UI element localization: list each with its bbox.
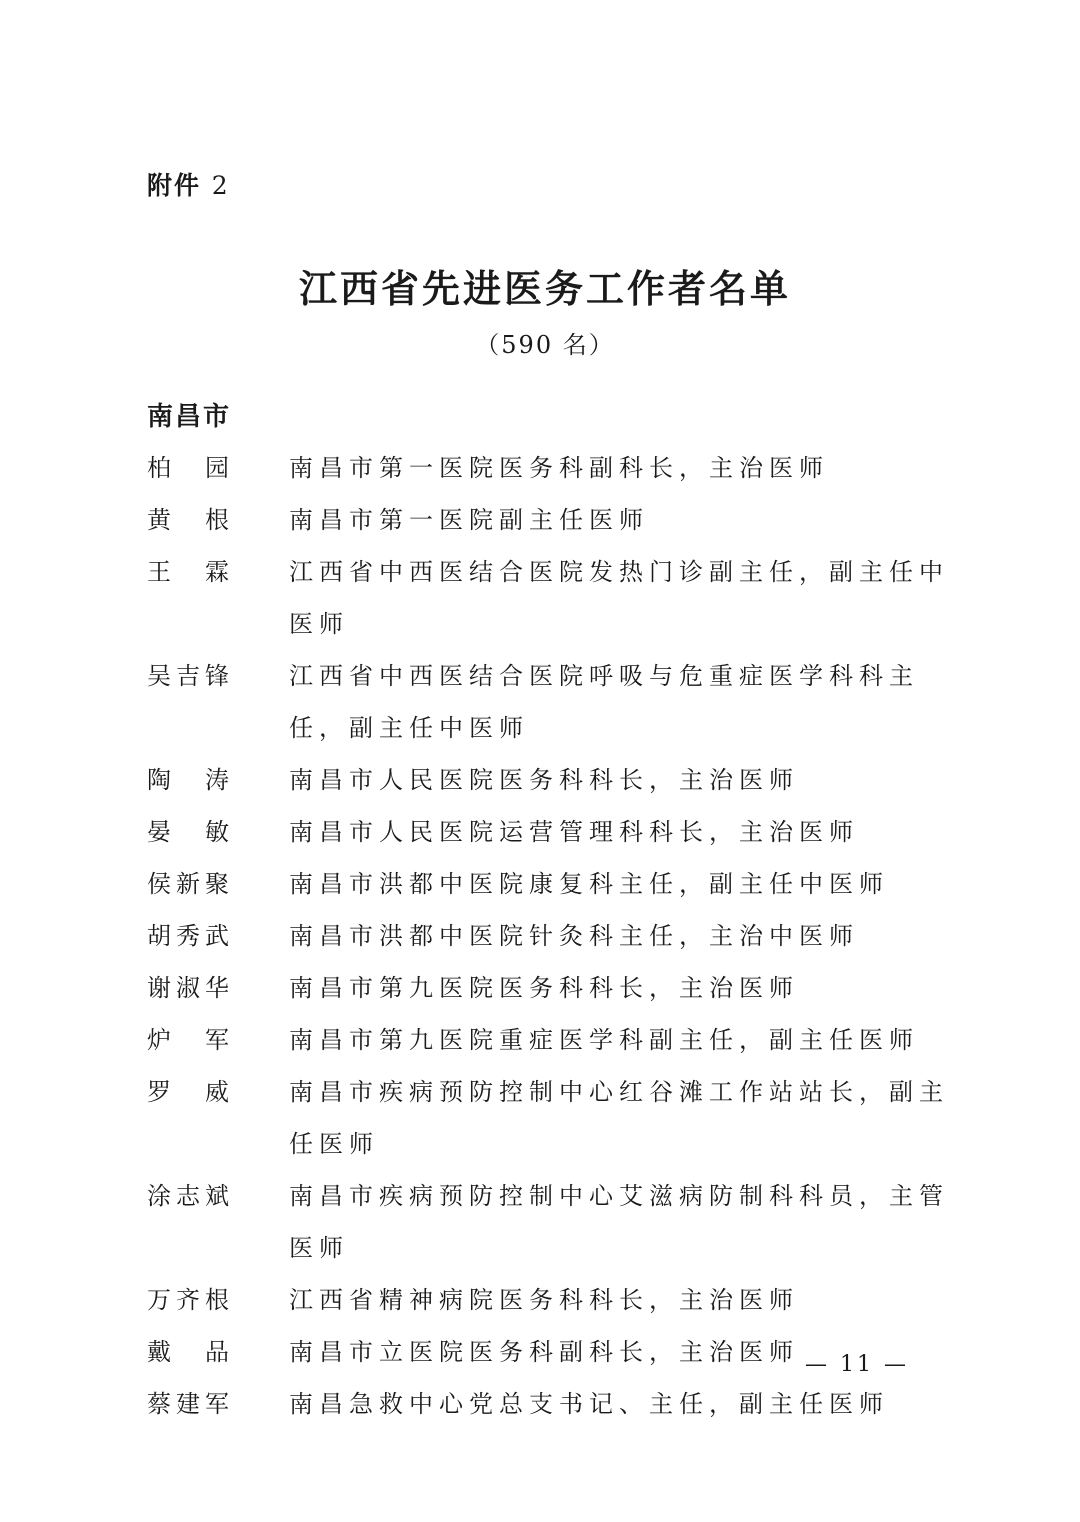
entry-name-char: 华 (205, 974, 229, 1002)
entry-name-char: 吴 (147, 662, 171, 690)
page-number: — 11 — (805, 1352, 909, 1377)
entry-name (147, 858, 229, 910)
entry-name-char: 斌 (205, 1182, 229, 1210)
list-item (147, 1014, 967, 1066)
entry-name-char: 武 (205, 922, 229, 950)
entry-description: 江西省精神病院医务科科长，主治医师 (289, 1286, 799, 1314)
entry-description: 南昌市洪都中医院针灸科主任，主治中医师 (289, 922, 859, 950)
entry-name-char: 黄 (147, 506, 171, 534)
entry-name-char: 谢 (147, 974, 171, 1002)
entry-name-char: 柏 (147, 454, 171, 482)
entry-name-char: 蔡 (147, 1390, 171, 1418)
entry-name (147, 1274, 229, 1326)
entry-name (147, 546, 229, 598)
entry-description: 南昌市洪都中医院康复科主任，副主任中医师 (289, 870, 889, 898)
entry-name (147, 1066, 229, 1118)
list-item (147, 910, 967, 962)
entry-description: 南昌市人民医院运营管理科科长，主治医师 (289, 818, 859, 846)
entry-name-char: 聚 (205, 870, 229, 898)
entry-name-char: 涛 (205, 766, 229, 794)
list-item (147, 806, 967, 858)
entry-description: 南昌急救中心党总支书记、主任，副主任医师 (289, 1390, 889, 1418)
entry-description: 南昌市人民医院医务科科长，主治医师 (289, 766, 799, 794)
entry-name-char: 王 (147, 558, 171, 586)
entry-name (147, 962, 229, 1014)
entry-name-char: 齐 (176, 1286, 200, 1314)
entry-name (147, 1170, 229, 1222)
entry-name-char: 万 (147, 1286, 171, 1314)
entry-name (147, 806, 229, 858)
attachment-label (147, 166, 230, 202)
entry-description: 南昌市立医院医务科副科长，主治医师 (289, 1338, 799, 1366)
entry-name-char: 胡 (147, 922, 171, 950)
entry-description: 南昌市疾病预防控制中心红谷滩工作站站长，副主任医师 (289, 1078, 949, 1158)
entry-name-char: 锋 (205, 662, 229, 690)
entry-name-char: 罗 (147, 1078, 171, 1106)
list-item (147, 1378, 967, 1430)
entry-name-char: 吉 (176, 662, 200, 690)
entry-list (147, 442, 967, 1430)
list-item (147, 754, 967, 806)
list-item (147, 1170, 967, 1274)
entry-name-char: 根 (205, 506, 229, 534)
entry-description: 南昌市第九医院医务科科长，主治医师 (289, 974, 799, 1002)
entry-description: 江西省中西医结合医院呼吸与危重症医学科科主任，副主任中医师 (289, 662, 919, 742)
document-title: 江西省先进医务工作者名单 (298, 266, 791, 311)
entry-name-char: 新 (176, 870, 200, 898)
entry-name-char: 威 (205, 1078, 229, 1106)
entry-name (147, 1378, 229, 1430)
entry-name-char: 霖 (205, 558, 229, 586)
entry-name-char: 淑 (176, 974, 200, 1002)
entry-name (147, 650, 229, 702)
entry-description: 南昌市第一医院医务科副科长，主治医师 (289, 454, 829, 482)
entry-name-char: 涂 (147, 1182, 171, 1210)
entry-name-char: 园 (205, 454, 229, 482)
entry-name-char: 军 (205, 1026, 229, 1054)
entry-description: 南昌市第一医院副主任医师 (289, 506, 649, 534)
entry-description: 南昌市第九医院重症医学科副主任，副主任医师 (289, 1026, 919, 1054)
list-item (147, 494, 967, 546)
entry-name-char: 敏 (205, 818, 229, 846)
entry-name-char: 根 (205, 1286, 229, 1314)
entry-name (147, 494, 229, 546)
document-subtitle: （590 名） (475, 331, 615, 359)
entry-name-char: 戴 (147, 1338, 171, 1366)
list-item (147, 1066, 967, 1170)
entry-name-char: 炉 (147, 1026, 171, 1054)
entry-name-char: 建 (176, 1390, 200, 1418)
entry-description: 江西省中西医结合医院发热门诊副主任，副主任中医师 (289, 558, 949, 638)
entry-name-char: 陶 (147, 766, 171, 794)
entry-name-char: 晏 (147, 818, 171, 846)
entry-name (147, 1014, 229, 1066)
list-item (147, 546, 967, 650)
list-item (147, 1274, 967, 1326)
entry-name (147, 910, 229, 962)
entry-name-char: 志 (176, 1182, 200, 1210)
attachment-number: 2 (211, 171, 230, 200)
entry-name-char: 侯 (147, 870, 171, 898)
entry-name (147, 1326, 229, 1378)
list-item (147, 858, 967, 910)
section-heading: 南昌市 (147, 402, 232, 432)
list-item (147, 650, 967, 754)
entry-name (147, 442, 229, 494)
entry-name-char: 秀 (176, 922, 200, 950)
entry-description: 南昌市疾病预防控制中心艾滋病防制科科员，主管医师 (289, 1182, 949, 1262)
attachment-label-text: 附件 (147, 171, 202, 200)
entry-name (147, 754, 229, 806)
list-item (147, 962, 967, 1014)
entry-name-char: 军 (205, 1390, 229, 1418)
list-item (147, 442, 967, 494)
entry-name-char: 品 (205, 1338, 229, 1366)
